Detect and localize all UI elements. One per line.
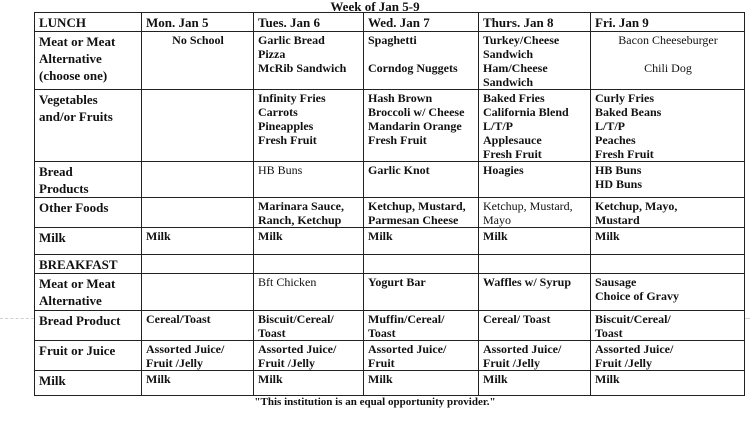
row-label-breakfast-fruit: Fruit or Juice xyxy=(35,341,142,371)
cell-lunch-milk-fri: Milk xyxy=(591,228,745,255)
cell-lunch-bread-fri: HB Buns HD Buns xyxy=(591,162,745,198)
lunch-header: LUNCH xyxy=(35,13,142,32)
lunch-bread-row xyxy=(35,162,745,198)
cell-breakfast-milk-wed: Milk xyxy=(364,371,479,396)
row-label-lunch-veg: Vegetables and/or Fruits xyxy=(35,90,142,162)
cell-lunch-veg-thu: Baked Fries California Blend L/T/P Applesauce Fresh Fruit xyxy=(479,90,591,162)
cell-lunch-other-wed: Ketchup, Mustard, Parmesan Cheese xyxy=(364,198,479,228)
cell-lunch-bread-wed: Garlic Knot xyxy=(364,162,479,198)
cell-lunch-meat-wed: Spaghetti Corndog Nuggets xyxy=(364,32,479,90)
menu-table xyxy=(34,12,745,396)
lunch-milk-row xyxy=(35,228,745,255)
cell-breakfast-milk-tue: Milk xyxy=(254,371,364,396)
cell-breakfast-fruit-fri: Assorted Juice/ Fruit /Jelly xyxy=(591,341,745,371)
cell-lunch-meat-fri: Bacon Cheeseburger Chili Dog xyxy=(591,32,745,90)
breakfast-header-row xyxy=(35,255,745,274)
cell-breakfast-bread-mon: Cereal/Toast xyxy=(142,311,254,341)
row-label-breakfast-milk: Milk xyxy=(35,371,142,396)
cell-breakfast-fruit-mon: Assorted Juice/ Fruit /Jelly xyxy=(142,341,254,371)
cell-breakfast-meat-mon xyxy=(142,274,254,311)
cell-breakfast-header-mon xyxy=(142,255,254,274)
cell-breakfast-header-tue xyxy=(254,255,364,274)
breakfast-milk-row xyxy=(35,371,745,396)
breakfast-fruit-row xyxy=(35,341,745,371)
cell-breakfast-meat-tue: Bft Chicken xyxy=(254,274,364,311)
row-label-lunch-milk: Milk xyxy=(35,228,142,255)
row-label-breakfast-bread: Bread Product xyxy=(35,311,142,341)
lunch-veg-row xyxy=(35,90,745,162)
day-header-fri: Fri. Jan 9 xyxy=(591,13,745,32)
cell-lunch-meat-tue: Garlic Bread Pizza McRib Sandwich xyxy=(254,32,364,90)
lunch-meat-row xyxy=(35,32,745,90)
cell-lunch-veg-fri: Curly Fries Baked Beans L/T/P Peaches Fresh Fruit xyxy=(591,90,745,162)
equal-opportunity-footer: "This institution is an equal opportunity provider." xyxy=(254,396,496,408)
cell-breakfast-fruit-wed: Assorted Juice/ Fruit xyxy=(364,341,479,371)
cell-lunch-milk-mon: Milk xyxy=(142,228,254,255)
cell-lunch-milk-thu: Milk xyxy=(479,228,591,255)
cell-lunch-milk-wed: Milk xyxy=(364,228,479,255)
cell-lunch-bread-tue: HB Buns xyxy=(254,162,364,198)
cell-lunch-other-fri: Ketchup, Mayo, Mustard xyxy=(591,198,745,228)
cell-lunch-veg-wed: Hash Brown Broccoli w/ Cheese Mandarin Orange Fresh Fruit xyxy=(364,90,479,162)
day-header-tue: Tues. Jan 6 xyxy=(254,13,364,32)
cell-lunch-other-tue: Marinara Sauce, Ranch, Ketchup xyxy=(254,198,364,228)
scan-artifact-line-left xyxy=(0,318,34,319)
cell-breakfast-bread-tue: Biscuit/Cereal/ Toast xyxy=(254,311,364,341)
cell-breakfast-bread-thu: Cereal/ Toast xyxy=(479,311,591,341)
cell-breakfast-meat-fri: Sausage Choice of Gravy xyxy=(591,274,745,311)
row-label-lunch-bread: Bread Products xyxy=(35,162,142,198)
cell-breakfast-milk-thu: Milk xyxy=(479,371,591,396)
cell-breakfast-bread-wed: Muffin/Cereal/ Toast xyxy=(364,311,479,341)
day-header-thu: Thurs. Jan 8 xyxy=(479,13,591,32)
cell-lunch-other-mon xyxy=(142,198,254,228)
cell-breakfast-meat-thu: Waffles w/ Syrup xyxy=(479,274,591,311)
row-label-breakfast-meat: Meat or Meat Alternative xyxy=(35,274,142,311)
lunch-header-row xyxy=(35,13,745,32)
cell-lunch-other-thu: Ketchup, Mustard, Mayo xyxy=(479,198,591,228)
breakfast-meat-row xyxy=(35,274,745,311)
cell-breakfast-milk-mon: Milk xyxy=(142,371,254,396)
row-label-lunch-meat: Meat or Meat Alternative (choose one) xyxy=(35,32,142,90)
cell-lunch-milk-tue: Milk xyxy=(254,228,364,255)
breakfast-header: BREAKFAST xyxy=(35,255,142,274)
cell-breakfast-milk-fri: Milk xyxy=(591,371,745,396)
cell-lunch-veg-tue: Infinity Fries Carrots Pineapples Fresh Fruit xyxy=(254,90,364,162)
cell-breakfast-header-fri xyxy=(591,255,745,274)
cell-breakfast-bread-fri: Biscuit/Cereal/ Toast xyxy=(591,311,745,341)
cell-breakfast-fruit-thu: Assorted Juice/ Fruit /Jelly xyxy=(479,341,591,371)
day-header-mon: Mon. Jan 5 xyxy=(142,13,254,32)
cell-lunch-meat-thu: Turkey/Cheese Sandwich Ham/Cheese Sandwich xyxy=(479,32,591,90)
row-label-lunch-other: Other Foods xyxy=(35,198,142,228)
cell-breakfast-meat-wed: Yogurt Bar xyxy=(364,274,479,311)
cell-breakfast-fruit-tue: Assorted Juice/ Fruit /Jelly xyxy=(254,341,364,371)
cell-lunch-bread-thu: Hoagies xyxy=(479,162,591,198)
page-title: Week of Jan 5-9 xyxy=(330,0,420,14)
cell-lunch-bread-mon xyxy=(142,162,254,198)
breakfast-bread-row xyxy=(35,311,745,341)
lunch-other-row xyxy=(35,198,745,228)
cell-lunch-veg-mon xyxy=(142,90,254,162)
day-header-wed: Wed. Jan 7 xyxy=(364,13,479,32)
cell-breakfast-header-wed xyxy=(364,255,479,274)
cell-lunch-meat-mon: No School xyxy=(142,32,254,90)
cell-breakfast-header-thu xyxy=(479,255,591,274)
